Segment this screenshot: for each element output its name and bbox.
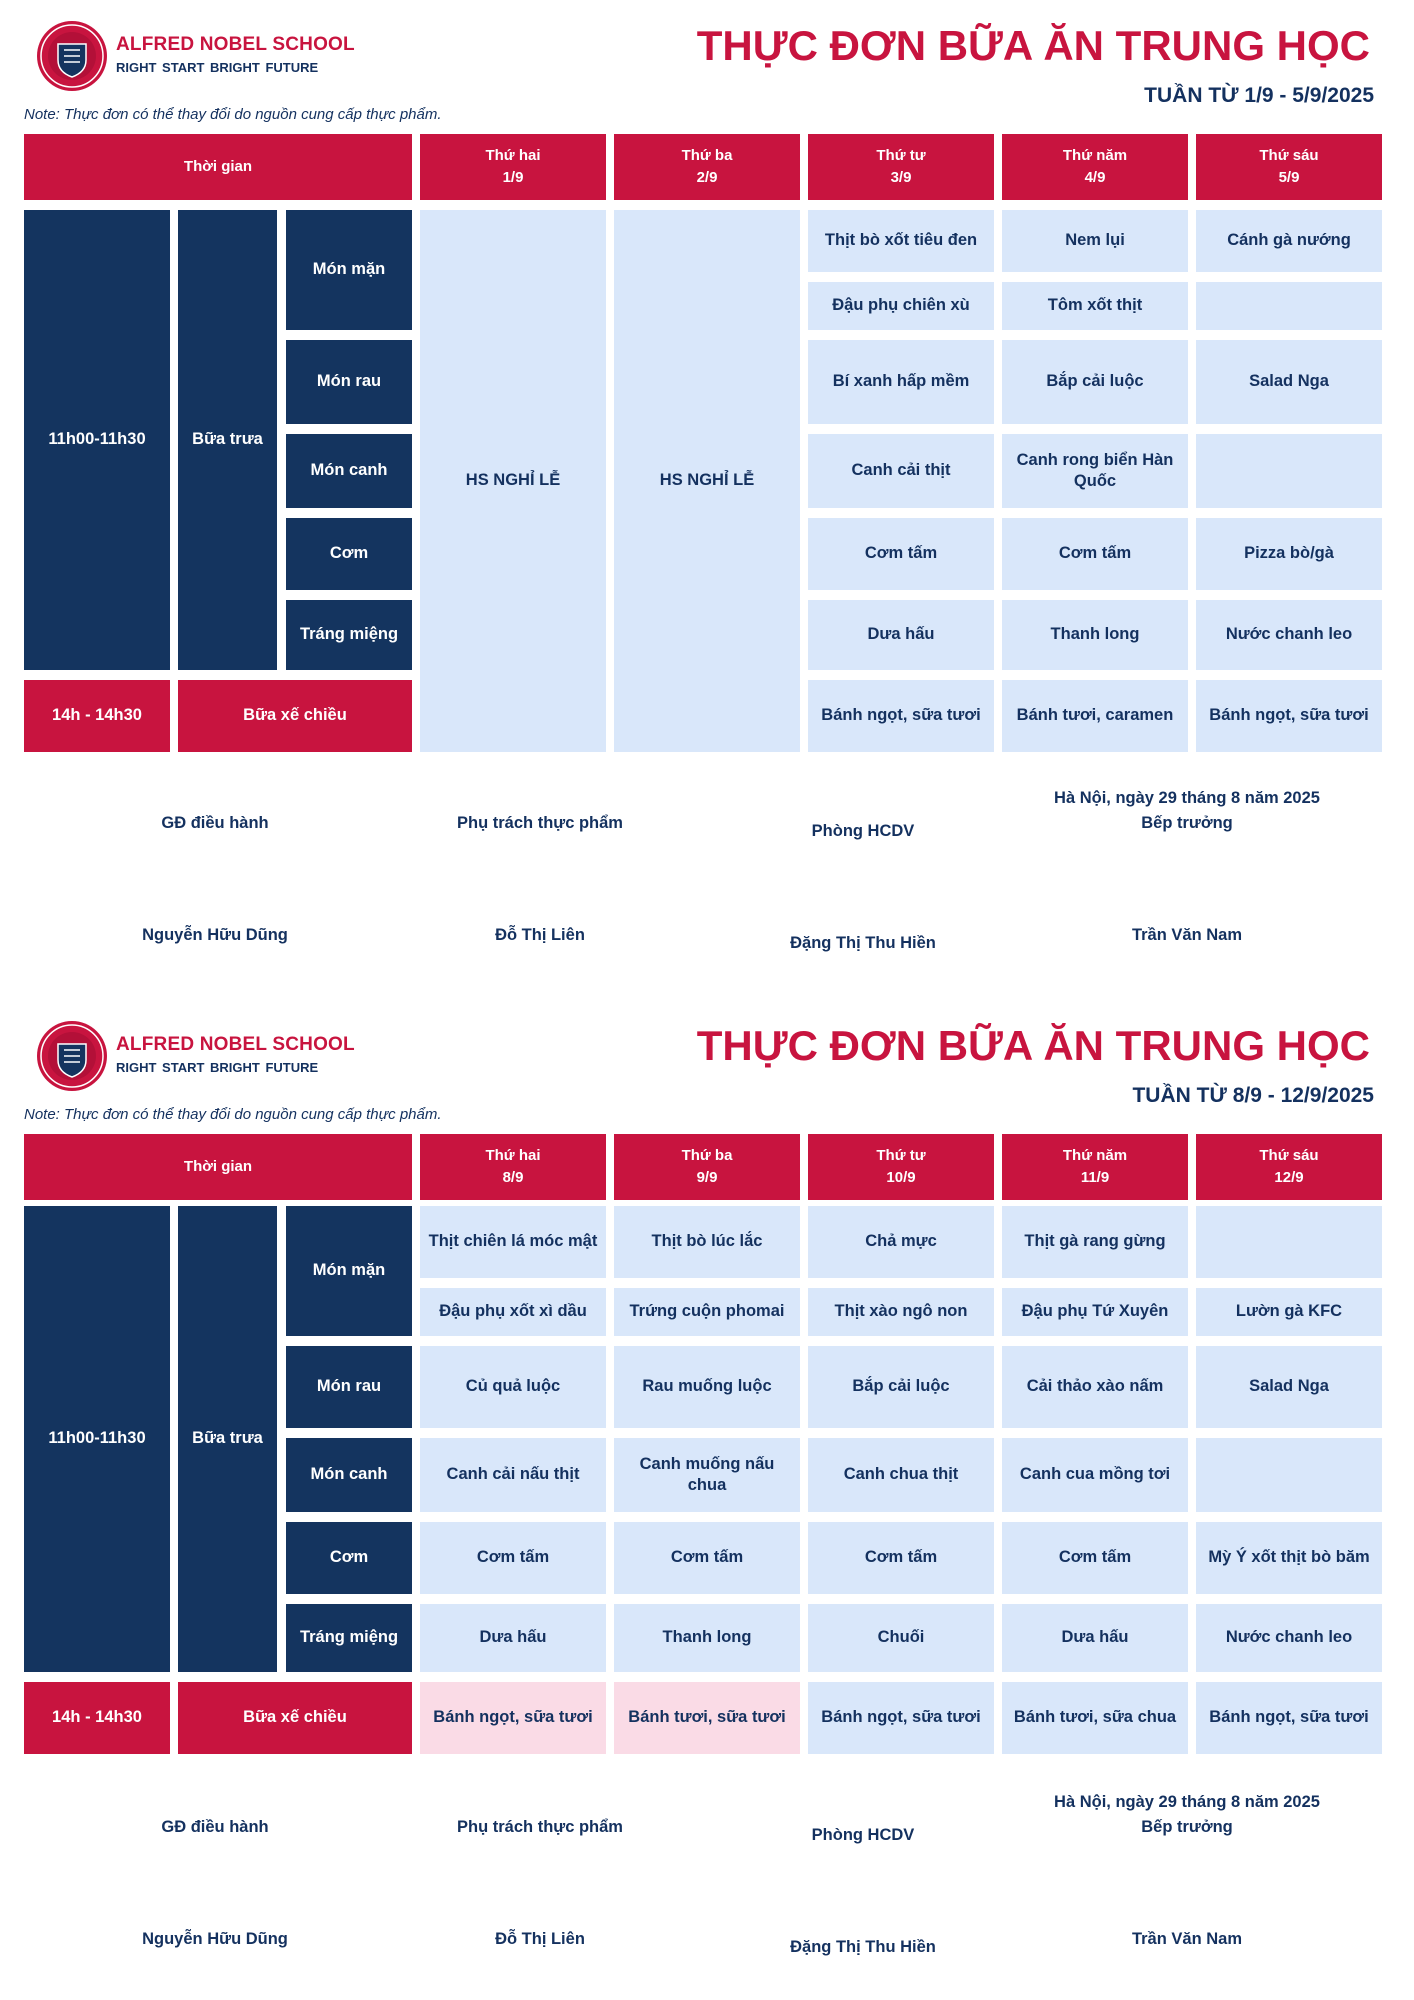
lunch-label: Bữa trưa [178,210,277,670]
lunch-label: Bữa trưa [178,1206,277,1672]
signature-role: Phòng HCDV [811,822,915,840]
menu-cell: Thanh long [1002,600,1188,670]
menu-cell: Pizza bò/gà [1196,518,1382,590]
day-header: Thứ tư 10/9 [808,1134,994,1200]
school-name: ALFRED NOBEL SCHOOL [116,1034,355,1055]
row-label-com: Cơm [286,518,412,590]
menu-note: Note: Thực đơn có thể thay đổi do nguồn cung cấp thực phẩm. [24,106,442,123]
menu-cell: Thịt chiên lá móc mật [420,1206,606,1278]
day-header: Thứ ba 9/9 [614,1134,800,1200]
row-label-mon-rau: Món rau [286,1346,412,1428]
menu-cell: Canh chua thịt [808,1438,994,1512]
signature-role: Phụ trách thực phẩm [457,814,623,832]
menu-cell: Bánh tươi, sữa chua [1002,1682,1188,1754]
signature-role: Phòng HCDV [811,1826,915,1844]
week-range: TUẦN TỪ 8/9 - 12/9/2025 [1132,1084,1374,1107]
day-header: Thứ sáu 5/9 [1196,134,1382,200]
row-label-trang-mieng: Tráng miệng [286,1604,412,1672]
menu-cell: Bí xanh hấp mềm [808,340,994,424]
row-label-com: Cơm [286,1522,412,1594]
menu-cell: Cơm tấm [614,1522,800,1594]
menu-cell: Bánh ngọt, sữa tươi [420,1682,606,1754]
school-slogan: RIGHT START BRIGHT FUTURE [116,60,319,75]
row-label-mon-canh: Món canh [286,434,412,508]
menu-cell: Cánh gà nướng [1196,210,1382,272]
menu-cell: Mỳ Ý xốt thịt bò băm [1196,1522,1382,1594]
menu-cell: Bánh ngọt, sữa tươi [1196,680,1382,752]
row-label-mon-man: Món mặn [286,1206,412,1336]
snack-time: 14h - 14h30 [24,680,170,752]
menu-note: Note: Thực đơn có thể thay đổi do nguồn cung cấp thực phẩm. [24,1106,442,1123]
menu-cell: Bánh tươi, caramen [1002,680,1188,752]
menu-cell: Bánh ngọt, sữa tươi [1196,1682,1382,1754]
day-header: Thứ năm 4/9 [1002,134,1188,200]
day-header: Thứ tư 3/9 [808,134,994,200]
week-range: TUẦN TỪ 1/9 - 5/9/2025 [1144,84,1374,107]
signature-name: Đặng Thị Thu Hiền [790,1938,936,1956]
menu-cell: Đậu phụ chiên xù [808,282,994,330]
signature-role: Bếp trưởng [1141,1818,1233,1836]
menu-cell: Trứng cuộn phomai [614,1288,800,1336]
school-crest-icon [36,20,108,92]
menu-cell: Thịt gà rang gừng [1002,1206,1188,1278]
menu-cell: Củ quả luộc [420,1346,606,1428]
menu-cell: Thanh long [614,1604,800,1672]
school-crest-icon [36,1020,108,1092]
menu-cell: Bánh ngọt, sữa tươi [808,680,994,752]
lunch-time: 11h00-11h30 [24,210,170,670]
menu-title: THỰC ĐƠN BỮA ĂN TRUNG HỌC [696,22,1370,69]
row-label-mon-man: Món mặn [286,210,412,330]
menu-title: THỰC ĐƠN BỮA ĂN TRUNG HỌC [696,1022,1370,1069]
menu-cell: Chả mực [808,1206,994,1278]
signature-name: Đặng Thị Thu Hiền [790,934,936,952]
snack-time: 14h - 14h30 [24,1682,170,1754]
menu-cell: Cơm tấm [420,1522,606,1594]
menu-cell: Canh cải nấu thịt [420,1438,606,1512]
school-name: ALFRED NOBEL SCHOOL [116,34,355,55]
menu-cell: Salad Nga [1196,340,1382,424]
signature-role: Phụ trách thực phẩm [457,1818,623,1836]
menu-cell: Thịt xào ngô non [808,1288,994,1336]
menu-cell: Canh rong biển Hàn Quốc [1002,434,1188,508]
menu-cell: Cơm tấm [1002,518,1188,590]
row-label-mon-rau: Món rau [286,340,412,424]
menu-cell: Nước chanh leo [1196,600,1382,670]
snack-label: Bữa xế chiều [178,680,412,752]
menu-cell: Lườn gà KFC [1196,1288,1382,1336]
school-slogan: RIGHT START BRIGHT FUTURE [116,1060,319,1075]
menu-cell: Cải thảo xào nấm [1002,1346,1188,1428]
holiday-cell: HS NGHỈ LỄ [614,210,800,752]
menu-cell [1196,282,1382,330]
menu-cell: Canh cua mồng tơi [1002,1438,1188,1512]
menu-cell: Salad Nga [1196,1346,1382,1428]
menu-cell [1196,434,1382,508]
signature-role: GĐ điều hành [161,814,269,832]
menu-cell: Cơm tấm [808,518,994,590]
menu-cell: Tôm xốt thịt [1002,282,1188,330]
menu-cell: Dưa hấu [808,600,994,670]
signature-name: Đỗ Thị Liên [495,1930,585,1948]
lunch-time: 11h00-11h30 [24,1206,170,1672]
menu-cell: Đậu phụ xốt xì dầu [420,1288,606,1336]
menu-cell [1196,1438,1382,1512]
day-header: Thứ ba 2/9 [614,134,800,200]
menu-cell: Nem lụi [1002,210,1188,272]
menu-cell: Bánh ngọt, sữa tươi [808,1682,994,1754]
menu-cell: Cơm tấm [808,1522,994,1594]
day-header: Thứ hai 1/9 [420,134,606,200]
place-date: Hà Nội, ngày 29 tháng 8 năm 2025 [1054,1793,1320,1811]
menu-cell: Thịt bò lúc lắc [614,1206,800,1278]
menu-cell: Canh cải thịt [808,434,994,508]
signature-role: Bếp trưởng [1141,814,1233,832]
signature-name: Nguyễn Hữu Dũng [142,1930,288,1948]
menu-cell: Thịt bò xốt tiêu đen [808,210,994,272]
day-header: Thứ sáu 12/9 [1196,1134,1382,1200]
menu-cell: Dưa hấu [1002,1604,1188,1672]
place-date: Hà Nội, ngày 29 tháng 8 năm 2025 [1054,789,1320,807]
menu-cell: Nước chanh leo [1196,1604,1382,1672]
menu-cell: Canh muống nấu chua [614,1438,800,1512]
day-header: Thứ hai 8/9 [420,1134,606,1200]
snack-label: Bữa xế chiều [178,1682,412,1754]
menu-cell: Cơm tấm [1002,1522,1188,1594]
day-header: Thứ năm 11/9 [1002,1134,1188,1200]
row-label-mon-canh: Món canh [286,1438,412,1512]
holiday-cell: HS NGHỈ LỄ [420,210,606,752]
signature-role: GĐ điều hành [161,1818,269,1836]
signature-name: Đỗ Thị Liên [495,926,585,944]
menu-cell [1196,1206,1382,1278]
signature-name: Trần Văn Nam [1131,1930,1243,1948]
signature-name: Trần Văn Nam [1131,926,1243,944]
time-header: Thời gian [24,1134,412,1200]
menu-cell: Bắp cải luộc [1002,340,1188,424]
menu-cell: Đậu phụ Tứ Xuyên [1002,1288,1188,1336]
menu-cell: Dưa hấu [420,1604,606,1672]
menu-cell: Bắp cải luộc [808,1346,994,1428]
menu-cell: Chuối [808,1604,994,1672]
menu-week-2 [0,1000,1414,2000]
menu-cell: Bánh tươi, sữa tươi [614,1682,800,1754]
signature-name: Nguyễn Hữu Dũng [142,926,288,944]
row-label-trang-mieng: Tráng miệng [286,600,412,670]
time-header: Thời gian [24,134,412,200]
menu-cell: Rau muống luộc [614,1346,800,1428]
